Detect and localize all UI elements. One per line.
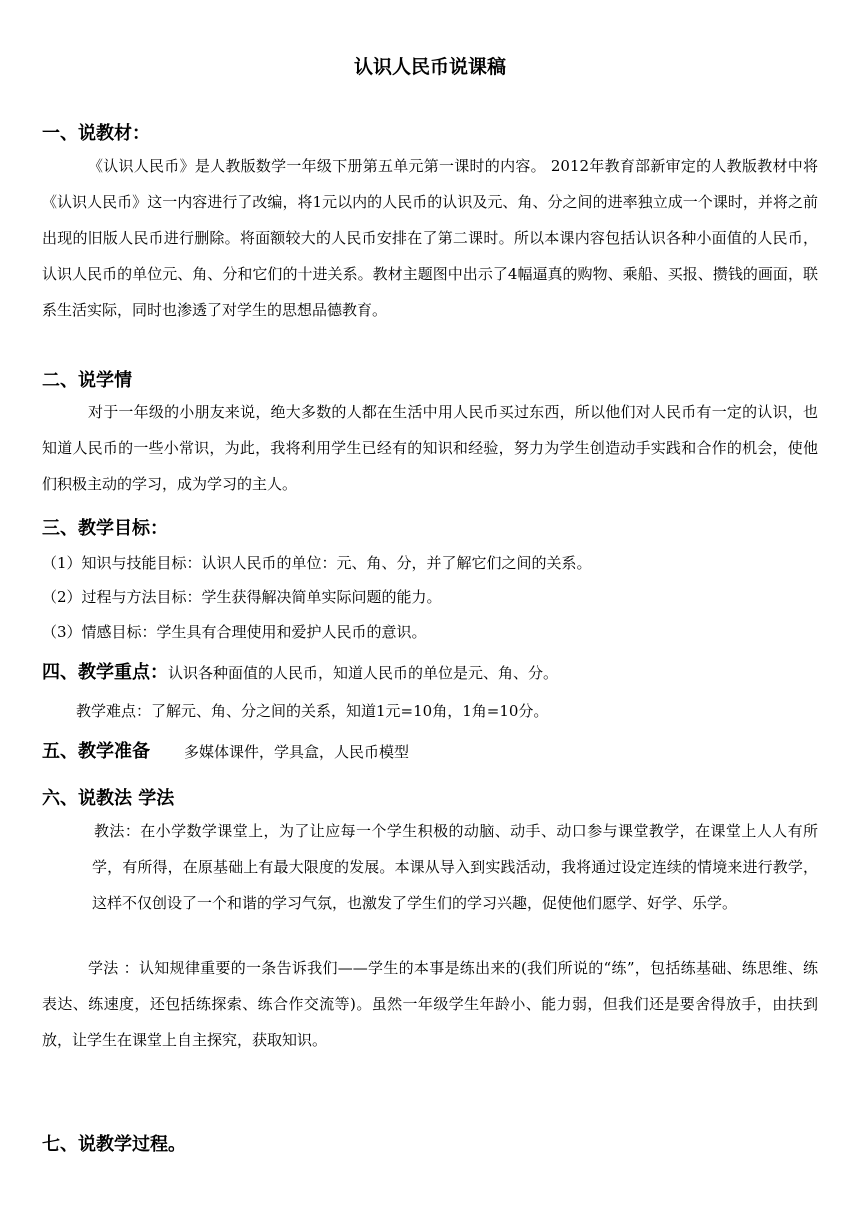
document-title: 认识人民币说课稿 — [353, 56, 506, 78]
preparation-label: 五、教学准备 — [42, 741, 150, 762]
section-heading-preparation — [42, 737, 409, 763]
section-heading-key-points — [42, 658, 558, 684]
objective-item: （2）过程与方法目标：学生获得解决简单实际问题的能力。 — [42, 588, 442, 606]
section-heading-student-analysis: 二、说学情 — [42, 370, 132, 391]
objective-item: （1）知识与技能目标：认识人民币的单位：元、角、分，并了解它们之间的关系。 — [42, 554, 592, 572]
section-paragraph-student-analysis: 对于一年级的小朋友来说，绝大多数的人都在生活中用人民币买过东西，所以他们对人民币有一定的认识，也知道人民币的一些小常识，为此，我将利用学生已经有的知识和经验，努力为学生创造动手实践和合作的机会，使他们积极主动的学习，成为学习的主人。 — [42, 403, 818, 493]
section-heading-teaching-process: 七、说教学过程。 — [42, 1134, 186, 1155]
preparation-text: 多媒体课件，学具盒，人民币模型 — [184, 743, 410, 761]
learning-method-paragraph: 学法 ：认知规律重要的一条告诉我们——学生的本事是练出来的(我们所说的“练”，包括练基础、练思维、练表达、练速度，还包括练探索、练合作交流等)。虽然一年级学生年龄小、能力弱，但我们还是要舍得放手，由扶到放，让学生在课堂上自主探究，获取知识。 — [42, 959, 818, 1049]
teaching-difficulty: 教学难点：了解元、角、分之间的关系，知道1元=10角，1角=10分。 — [76, 702, 549, 720]
section-paragraph-teaching-material: 《认识人民币》是人教版数学一年级下册第五单元第一课时的内容。 2012年教育部新审定的人教版教材中将《认识人民币》这一内容进行了改编，将1元以内的人民币的认识及元、角、分之间的进率独立成一个课时，并将之前出现的旧版人民币进行删除。将面额较大的人民币安排在了第二课时。所以本课内容包括认识各种小面值的人民币，认识人民币的单位元、角、分和它们的十进关系。教材主题图中出示了4幅逼真的购物、乘船、买报、攒钱的画面，联系生活实际，同时也渗透了对学生的思想品德教育。 — [42, 157, 818, 319]
section-heading-methods: 六、说教法 学法 — [42, 788, 175, 809]
key-points-text: 认识各种面值的人民币，知道人民币的单位是元、角、分。 — [168, 664, 559, 682]
objective-item: （3）情感目标：学生具有合理使用和爱护人民币的意识。 — [42, 623, 427, 641]
teaching-method-paragraph: 教法：在小学数学课堂上，为了让应每一个学生积极的动脑、动手、动口参与课堂教学，在课堂上人人有所学，有所得，在原基础上有最大限度的发展。本课从导入到实践活动，我将通过设定连续的情境来进行教学，这样不仅创设了一个和谐的学习气氛，也激发了学生们的学习兴趣，促使他们愿学、好学、乐学。 — [92, 822, 818, 912]
key-points-label: 四、教学重点： — [42, 662, 168, 683]
section-heading-teaching-material: 一、说教材： — [42, 123, 150, 144]
section-heading-teaching-objectives: 三、教学目标： — [42, 518, 168, 539]
